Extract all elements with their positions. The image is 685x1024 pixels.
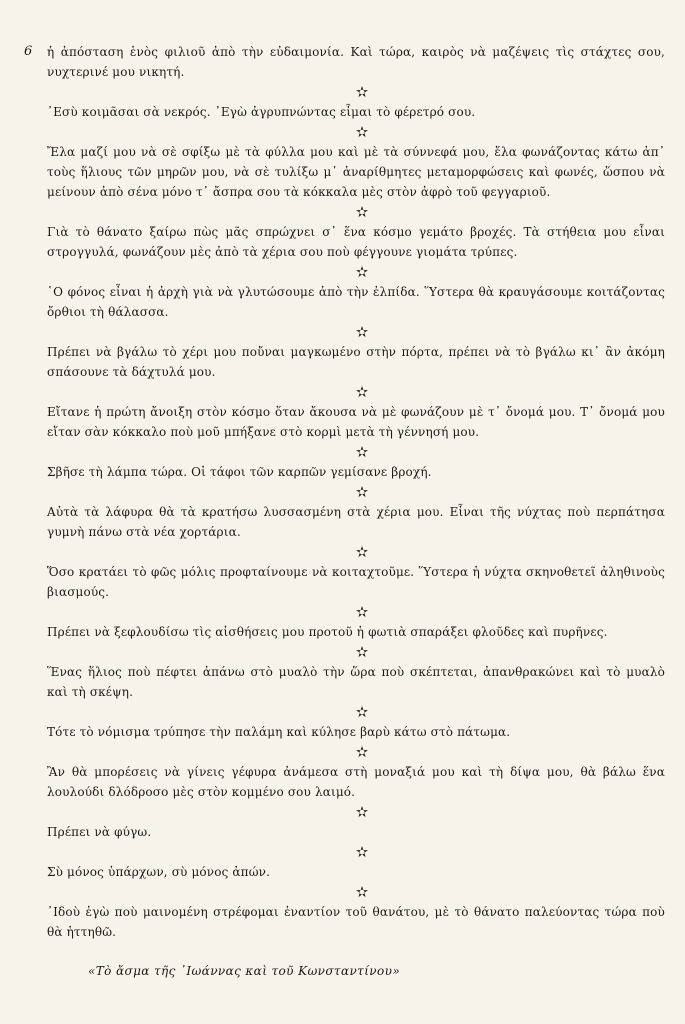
poem-paragraph: ᾿Ιδοὺ ἐγὼ ποὺ μαινομένη στρέφομαι ἐναντίον τοῦ θανάτου, μὲ τὸ θάνατο παλεύοντας τώρα ποὺ θὰ ἡττηθῶ. [47, 905, 665, 939]
poem-paragraph: Σβῆσε τὴ λάμπα τώρα. Οἱ τάφοι τῶν καρπῶν γεμίσανε βροχή. [47, 465, 432, 479]
star-icon: ✫ [355, 263, 369, 281]
poem-paragraph: Γιὰ τὸ θάνατο ξαίρω πὼς μᾶς σπρώχνει σ᾿ ἕνα κόσμο γεμάτο βροχές. Τὰ στήθεια μου εἶναι στρογγυλά, φωνάζουν μὲς ἀπὸ τὰ χέρια σου ποὺ φέγγουνε γιομάτα τρύπες. [47, 225, 665, 259]
star-icon: ✫ [355, 843, 369, 861]
star-icon: ✫ [355, 123, 369, 141]
star-icon: ✫ [355, 383, 369, 401]
poem-paragraph: Αὐτὰ τὰ λάφυρα θὰ τὰ κρατήσω λυσσασμένη στὰ χέρια μου. Εἶναι τῆς νύχτας ποὺ περπάτησα γυμνὴ πάνω στὰ νέα χορτάρια. [47, 505, 665, 539]
star-icon: ✫ [355, 443, 369, 461]
star-icon: ✫ [355, 743, 369, 761]
poem-paragraph: Ὅσο κρατάει τὸ φῶς μόλις προφταίνουμε νὰ κοιταχτοῦμε. Ὕστερα ἡ νύχτα σκηνοθετεῖ ἀληθινοὺς βιασμούς. [47, 565, 665, 599]
star-icon: ✫ [355, 643, 369, 661]
poem-paragraph: Ἔλα μαζί μου νὰ σὲ σφίξω μὲ τὰ φύλλα μου καὶ μὲ τὰ σύννεφά μου, ἔλα φωνάζοντας κάτω ἀπ᾿ τοὺς ἥλιους τῶν μηρῶν μου, νὰ σὲ τυλίξω μ᾿ ἀναρίθμητες μεταμορφώσεις καὶ φωνές, ὥσπου νὰ μείνουν ἀπὸ σένα μόνο τ᾿ ἄσπρα σου τὰ κόκκαλα μὲς στὸν ἀφρὸ τοῦ φεγγαριοῦ. [47, 145, 665, 199]
poem-paragraph: Πρέπει νὰ φύγω. [47, 825, 152, 839]
poem-paragraph: Σὺ μόνος ὑπάρχων, σὺ μόνος ἀπών. [47, 865, 271, 879]
star-icon: ✫ [355, 83, 369, 101]
poem-paragraph: Ἂν θὰ μπορέσεις νὰ γίνεις γέφυρα ἀνάμεσα στὴ μοναξιά μου καὶ τὴ δίψα μου, θὰ βάλω ἕνα λουλούδι δλόδροσο μὲς στὸν κομμένο σου λαιμό. [47, 765, 665, 799]
poem-paragraph: ᾿Εσὺ κοιμᾶσαι σὰ νεκρός. ᾿Εγὼ ἀγρυπνώντας εἶμαι τὸ φέρετρό σου. [47, 105, 476, 119]
star-icon: ✫ [355, 883, 369, 901]
page-number: 6 [24, 44, 33, 59]
poem-paragraph: Πρέπει νὰ βγάλω τὸ χέρι μου ποὔναι μαγκωμένο στὴν πόρτα, πρέπει νὰ τὸ βγάλω κι᾿ ἂν ἀκόμη σπάσουνε τὰ δάχτυλά μου. [47, 345, 665, 379]
star-icon: ✫ [355, 603, 369, 621]
star-icon: ✫ [355, 323, 369, 341]
star-icon: ✫ [355, 543, 369, 561]
star-icon: ✫ [355, 803, 369, 821]
poem-paragraph: ἡ ἀπόσταση ἑνὸς φιλιοῦ ἀπὸ τὴν εὐδαιμονία. Καὶ τώρα, καιρὸς νὰ μαζέψεις τὶς στάχτες σου, νυχτερινέ μου νικητή. [47, 45, 665, 79]
source-caption: «Τὸ ἄσμα τῆς ᾿Ιωάννας καὶ τοῦ Κωνσταντίνου» [88, 964, 401, 978]
poem-paragraph: ῾Ο φόνος εἶναι ἡ ἀρχὴ γιὰ νὰ γλυτώσουμε ἀπὸ τὴν ἐλπίδα. Ὕστερα θὰ κραυγάσουμε κοιτάζοντας ὄρθιοι τὴ θάλασσα. [47, 285, 665, 319]
star-icon: ✫ [355, 203, 369, 221]
star-icon: ✫ [355, 703, 369, 721]
star-icon: ✫ [355, 483, 369, 501]
poem-body [47, 42, 665, 942]
poem-paragraph: Τότε τὸ νόμισμα τρύπησε τὴν παλάμη καὶ κύλησε βαρὺ κάτω στὸ πάτωμα. [47, 725, 511, 739]
poem-paragraph: Ἕνας ἥλιος ποὺ πέφτει ἀπάνω στὸ μυαλὸ τὴν ὥρα ποὺ σκέπτεται, ἀπανθρακώνει καὶ τὸ μυαλὸ καὶ τὴ σκέψη. [47, 665, 665, 699]
poem-paragraph: Εἴτανε ἡ πρώτη ἄνοιξη στὸν κόσμο ὅταν ἄκουσα νὰ μὲ φωνάζουν μὲ τ᾿ ὄνομά μου. Τ᾿ ὄνομά μου εἴταν σὰν κόκκαλο ποὺ μοῦ μπήξανε στὸ κορμὶ μετὰ τὴ γέννησή μου. [47, 405, 665, 439]
poem-paragraph: Πρέπει νὰ ξεφλουδίσω τὶς αἰσθήσεις μου προτοῦ ἡ φωτιὰ σπαράξει φλοῦδες καὶ πυρῆνες. [47, 625, 608, 639]
